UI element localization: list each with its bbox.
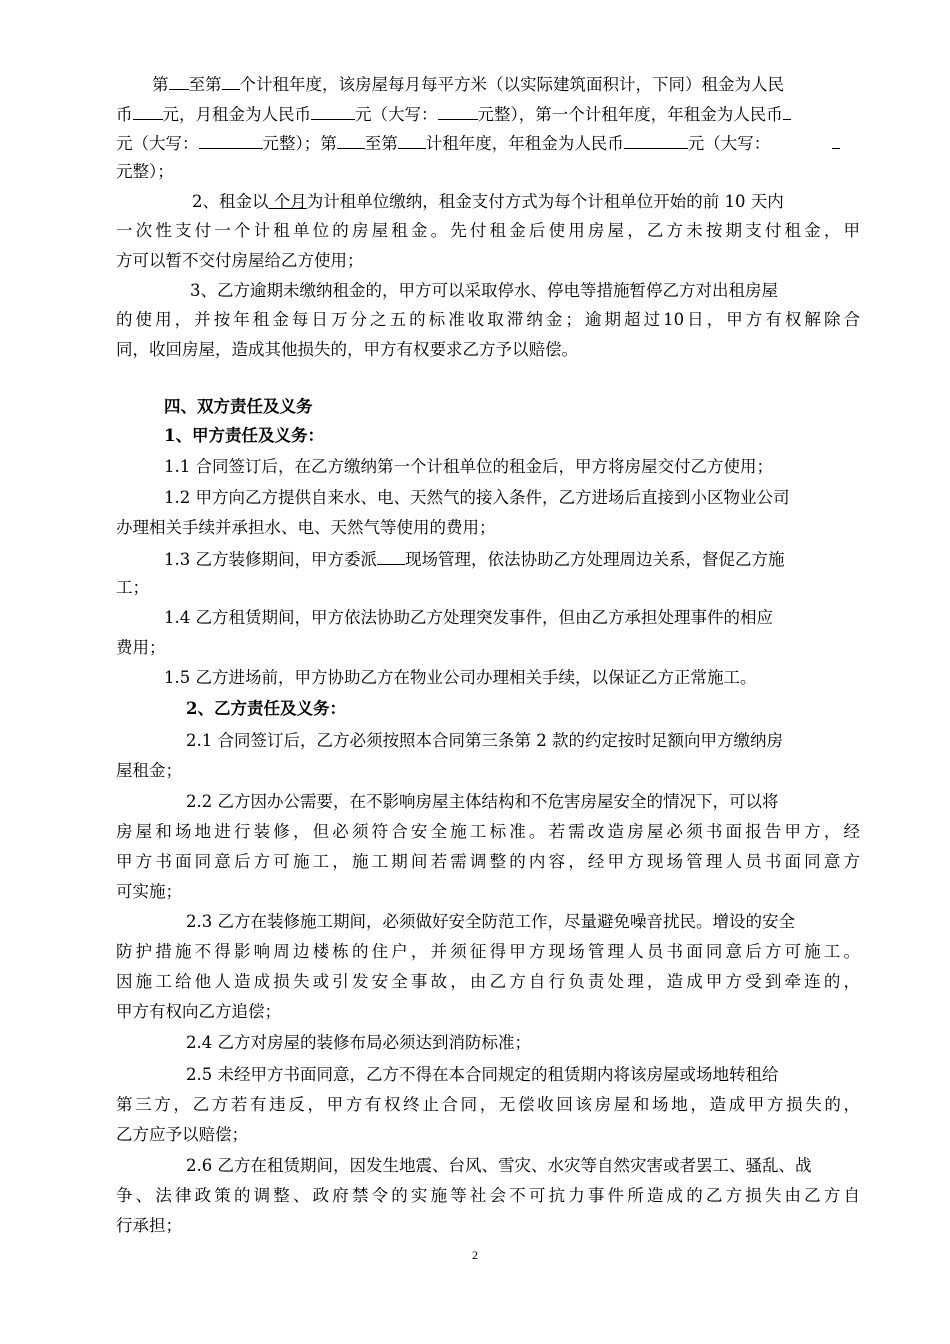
paragraph-line: 一次性支付一个计租单位的房屋租金。先付租金后使用房屋，乙方未按期支付租金，甲 [116,221,860,240]
text-segment: 元，月租金为人民币 [162,105,311,124]
paragraph-line: 甲方书面同意后方可施工，施工期间若需调整的内容，经甲方现场管理人员书面同意方 [116,852,860,871]
paragraph-line: 元整）； [116,162,174,181]
paragraph-line: 可实施； [116,882,182,901]
text-segment: 为计租单位缴纳，租金支付方式为每个计租单位开始的前 10 天内 [306,192,784,211]
text-segment: 元（大写： [116,134,199,153]
paragraph-line [116,102,791,127]
page-number: 2 [472,1248,478,1262]
paragraph-line [164,547,785,572]
paragraph-line: 行承担； [116,1216,182,1235]
fill-blank [133,102,163,120]
paragraph-line [116,131,840,156]
paragraph-line: 屋租金； [116,761,182,780]
text-segment: 1.3 乙方装修期间，甲方委派 [164,550,377,569]
paragraph-line: 办理相关手续并承担水、电、天然气等使用的费用； [116,518,496,537]
text-segment: 至第 [364,134,398,153]
paragraph-line: 的使用，并按年租金每日万分之五的标准收取滞纳金；逾期超过10日，甲方有权解除合 [116,310,860,329]
paragraph-line: 1.5 乙方进场前，甲方协助乙方在物业公司办理相关手续，以保证乙方正常施工。 [164,668,757,687]
fill-blank [222,72,240,90]
paragraph-line: 甲方有权向乙方追偿； [116,1002,281,1021]
paragraph-line: 2.4 乙方对房屋的装修布局必须达到消防标准； [186,1033,531,1052]
paragraph-line: 3、乙方逾期未缴纳租金的，甲方可以采取停水、停电等措施暂停乙方对出租房屋 [190,281,778,300]
text-segment: 元（大写： [687,134,771,153]
paragraph-line: 第三方，乙方若有违反，甲方有权终止合同，无偿收回该房屋和场地，造成甲方损失的， [116,1095,860,1114]
paragraph-line [192,190,784,214]
paragraph-line: 2.6 乙方在租赁期间，因发生地震、台风、雪灾、水灾等自然灾害或者罢工、骚乱、战 [186,1156,812,1175]
paragraph-line: 1.2 甲方向乙方提供自来水、电、天然气的接入条件，乙方进场后直接到小区物业公司 [164,488,790,507]
fill-blank [624,131,688,149]
paragraph-line: 同，收回房屋，造成其他损失的，甲方有权要求乙方予以赔偿。 [116,340,578,359]
paragraph-line: 费用； [116,638,166,657]
underlined-term: 个月 [268,192,307,211]
paragraph-line: 2.5 未经甲方书面同意，乙方不得在本合同规定的租赁期内将该房屋或场地转租给 [186,1065,779,1084]
fill-blank [199,131,263,149]
paragraph-line: 防护措施不得影响周边楼栋的住户，并须征得甲方现场管理人员书面同意后方可施工。 [116,942,860,961]
text-segment: 第 [152,75,169,94]
paragraph-line: 房屋和场地进行装修，但必须符合安全施工标准。若需改造房屋必须书面报告甲方，经 [116,822,860,841]
subsection-heading: 2、乙方责任及义务： [186,699,346,718]
paragraph-line: 1.4 乙方租赁期间，甲方依法协助乙方处理突发事件，但由乙方承担处理事件的相应 [164,608,773,627]
text-segment: 币 [116,105,133,124]
text-segment: 至第 [188,75,222,94]
text-segment: 元（大写： [355,105,438,124]
subsection-heading: 1、甲方责任及义务： [164,426,324,445]
section-heading: 四、双方责任及义务 [164,397,313,416]
paragraph-line: 2.2 乙方因办公需要，在不影响房屋主体结构和不危害房屋安全的情况下，可以将 [186,792,779,811]
text-segment: 个计租年度，该房屋每月每平方米（以实际建筑面积计，下同）租金为人民 [239,75,784,94]
paragraph-line: 2.1 合同签订后，乙方必须按照本合同第三条第 2 款的约定按时足额向甲方缴纳房 [186,731,783,750]
fill-blank [832,131,840,149]
text-segment: 2、租金以 [192,192,269,211]
paragraph-line: 乙方应予以赔偿； [116,1125,248,1144]
paragraph-line: 因施工给他人造成损失或引发安全事故，由乙方自行负责处理，造成甲方受到牵连的， [116,972,860,991]
fill-blank [377,547,405,565]
paragraph-line: 争、法律政策的调整、政府禁令的实施等社会不可抗力事件所造成的乙方损失由乙方自 [116,1186,860,1205]
paragraph-line [152,72,784,97]
fill-blank [438,102,478,120]
fill-blank [398,131,426,149]
fill-blank [783,102,791,120]
fill-blank [311,102,355,120]
paragraph-line: 1.1 合同签订后，在乙方缴纳第一个计租单位的租金后，甲方将房屋交付乙方使用； [164,457,773,476]
paragraph-line: 方可以暂不交付房屋给乙方使用； [116,251,364,270]
paragraph-line: 工； [116,578,149,597]
text-segment: 元整），第一个计租年度，年租金为人民币 [477,105,783,124]
fill-blank [169,72,189,90]
text-segment: 现场管理，依法协助乙方处理周边关系，督促乙方施 [405,550,785,569]
text-segment: 计租年度，年租金为人民币 [425,134,624,153]
paragraph-line: 2.3 乙方在装修施工期间，必须做好安全防范工作，尽量避免噪音扰民。增设的安全 [186,912,795,931]
fill-blank [337,131,365,149]
text-segment: 元整）；第 [262,134,337,153]
